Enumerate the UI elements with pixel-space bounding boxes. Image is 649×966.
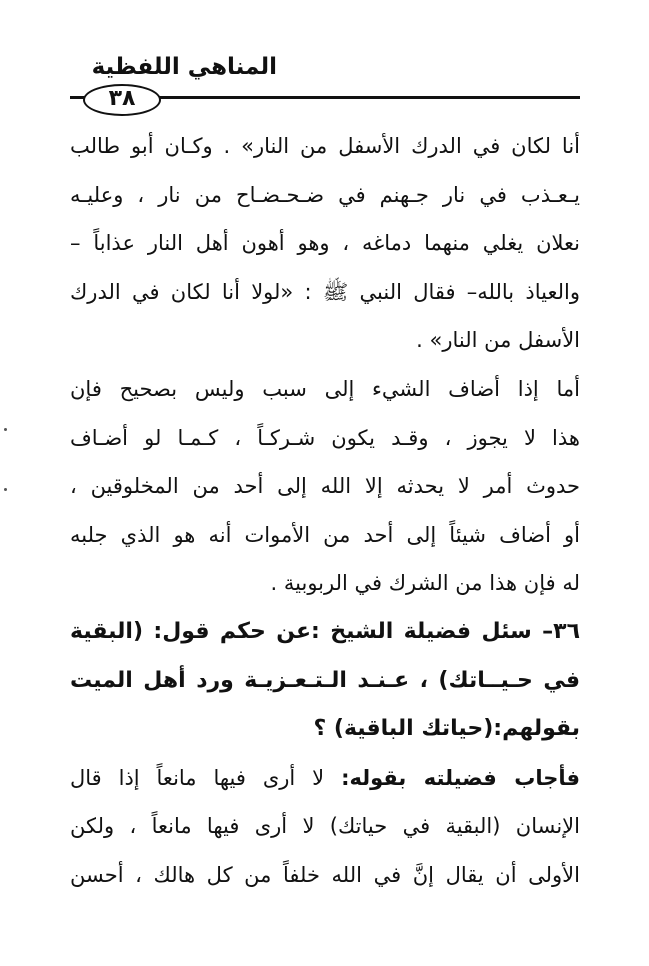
text-line: نعلان يغلي منهما دماغه ، وهو أهون أهل النار عذاباً – — [70, 231, 580, 256]
running-head-title: المناهي اللفظية — [91, 54, 277, 80]
question-line: ٣٦– سئل فضيلة الشيخ :عن حكم قول: (البقية — [70, 618, 580, 644]
margin-dot — [4, 428, 7, 431]
answer-lead: فأجاب فضيلته بقوله: — [341, 765, 580, 790]
text-line: يـعـذب في نار جـهنم في ضـحـضـاح من نار ، وعليـه — [70, 182, 580, 207]
answer-line: الإنسان (البقية في حياتك) لا أرى فيها مانعاً ، ولكن — [70, 814, 580, 839]
question-line: في حـيــاتك) ، عـنـد الـتـعـزيـة ورد أهل الميت — [70, 667, 580, 693]
answer-line — [70, 754, 580, 803]
answer-line-rest: لا أرى فيها مانعاً إذا قال — [70, 765, 342, 790]
text-line: الأسفل من النار» . — [416, 328, 580, 353]
page-number: ٣٨ — [108, 86, 136, 111]
text-line: أنا لكان في الدرك الأسفل من النار» . وكـان أبو طالب — [70, 134, 580, 158]
text-line: أما إذا أضاف الشيء إلى سبب وليس بصحيح فإن — [70, 376, 580, 401]
text-line: له فإن هذا من الشرك في الربوبية . — [270, 571, 580, 596]
text-line: والعياذ بالله– فقال النبي ﷺ : «لولا أنا لكان في الدرك — [70, 279, 580, 304]
question-line: بقولهم:(حياتك الباقية) ؟ — [313, 716, 580, 742]
answer-line: الأولى أن يقال إنَّ في الله خلفاً من كل هالك ، أحسن — [70, 862, 580, 887]
margin-dot — [4, 488, 7, 491]
body-text — [70, 122, 580, 900]
text-line: أو أضاف شيئاً إلى أحد من الأموات أنه هو الذي جلبه — [70, 522, 580, 547]
text-line: حدوث أمر لا يحدثه إلا الله إلى أحد من المخلوقين ، — [70, 474, 580, 499]
text-line: هذا لا يجوز ، وقـد يكون شـركـاً ، كـمـا لو أضـاف — [70, 425, 580, 450]
